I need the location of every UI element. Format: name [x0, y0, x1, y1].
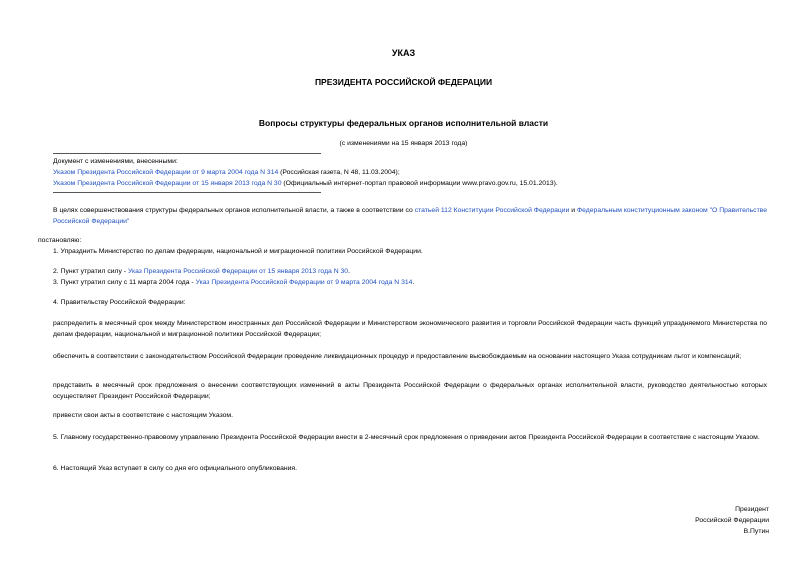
- point-4a: распределить в месячный срок между Министерством иностранных дел Российской Федерации и Министерством экономического развития и торговли Российской Федерации часть функций упраздняемого Министерства по делам федерации, национальной и миграционной политики Российской Федерации;: [53, 320, 767, 338]
- point-3: 3. Пункт утратил силу с 11 марта 2004 года - Указ Президента Российской Федерации от 9 марта 2004 года N 314.: [53, 279, 415, 286]
- changes-item-1: [53, 167, 400, 178]
- amendment-note: (с изменениями на 15 января 2013 года): [339, 140, 468, 147]
- changes-link-2[interactable]: Указом Президента Российской Федерации от 15 января 2013 года N 30: [53, 180, 282, 187]
- decree-word: постановляю:: [38, 237, 82, 244]
- decree-issuer: ПРЕЗИДЕНТА РОССИЙСКОЙ ФЕДЕРАЦИИ: [314, 77, 493, 87]
- point-4d: привести свои акты в соответствие с настоящим Указом.: [53, 412, 233, 419]
- bottom-divider: [53, 192, 321, 193]
- point-6: 6. Настоящий Указ вступает в силу со дня его официального опубликования.: [53, 465, 297, 472]
- changes-link-1[interactable]: Указом Президента Российской Федерации от 9 марта 2004 года N 314: [53, 169, 279, 176]
- point-3-link[interactable]: Указ Президента Российской Федерации от 9 марта 2004 года N 314: [195, 279, 413, 286]
- government-law-link[interactable]: Федеральным конституционным законом "О Правительстве Российской Федерации": [53, 207, 767, 225]
- point-3-text: 3. Пункт утратил силу с 11 марта 2004 года -: [53, 279, 196, 286]
- preamble-text-2: и: [569, 207, 577, 214]
- point-2-link[interactable]: Указ Президента Российской Федерации от 15 января 2013 года N 30: [127, 268, 349, 275]
- changes-item-1-source: (Российская газета, N 48, 11.03.2004);: [278, 169, 400, 176]
- preamble: [53, 205, 767, 227]
- point-4: 4. Правительству Российской Федерации:: [53, 299, 186, 306]
- point-2: 2. Пункт утратил силу - Указ Президента Российской Федерации от 15 января 2013 года N 30.: [53, 268, 350, 275]
- point-4b: обеспечить в соответствии с законодательством Российской Федерации проведение ликвидационных процедур и предоставление высвобождаемым на основании настоящего Указа сотрудникам льгот и компенсаций;: [53, 353, 742, 360]
- preamble-text-1: В целях совершенствования структуры федеральных органов исполнительной власти, а также в соответствии со: [53, 207, 415, 214]
- changes-intro: Документ с изменениями, внесенными:: [53, 158, 178, 165]
- changes-item-2-source: (Официальный интернет-портал правовой информации www.pravo.gov.ru, 15.01.2013).: [281, 180, 558, 187]
- signature-title: Президент: [735, 506, 769, 513]
- point-2-text: 2. Пункт утратил силу -: [53, 268, 128, 275]
- decree-topic: Вопросы структуры федеральных органов исполнительной власти: [258, 118, 549, 128]
- point-1: 1. Упразднить Министерство по делам федерации, национальной и миграционной политики Российской Федерации.: [53, 248, 423, 255]
- constitution-link[interactable]: статьей 112 Конституции Российской Федерации: [414, 207, 570, 214]
- decree-title: УКАЗ: [391, 48, 416, 58]
- signature-name: В.Путин: [743, 528, 769, 535]
- point-4c: представить в месячный срок предложения о внесении соответствующих изменений в акты Президента Российской Федерации о федеральных органах исполнительной власти, руководство деятельностью которых осуществляет Президент Российской Федерации;: [53, 382, 767, 400]
- signature-country: Российской Федерации: [695, 517, 769, 524]
- top-divider: [53, 153, 321, 154]
- changes-item-2: [53, 178, 558, 189]
- point-5: 5. Главному государственно-правовому управлению Президента Российской Федерации внести в 2-месячный срок предложения о приведении актов Президента Российской Федерации в соответствие с настоящим Указом.: [53, 434, 760, 441]
